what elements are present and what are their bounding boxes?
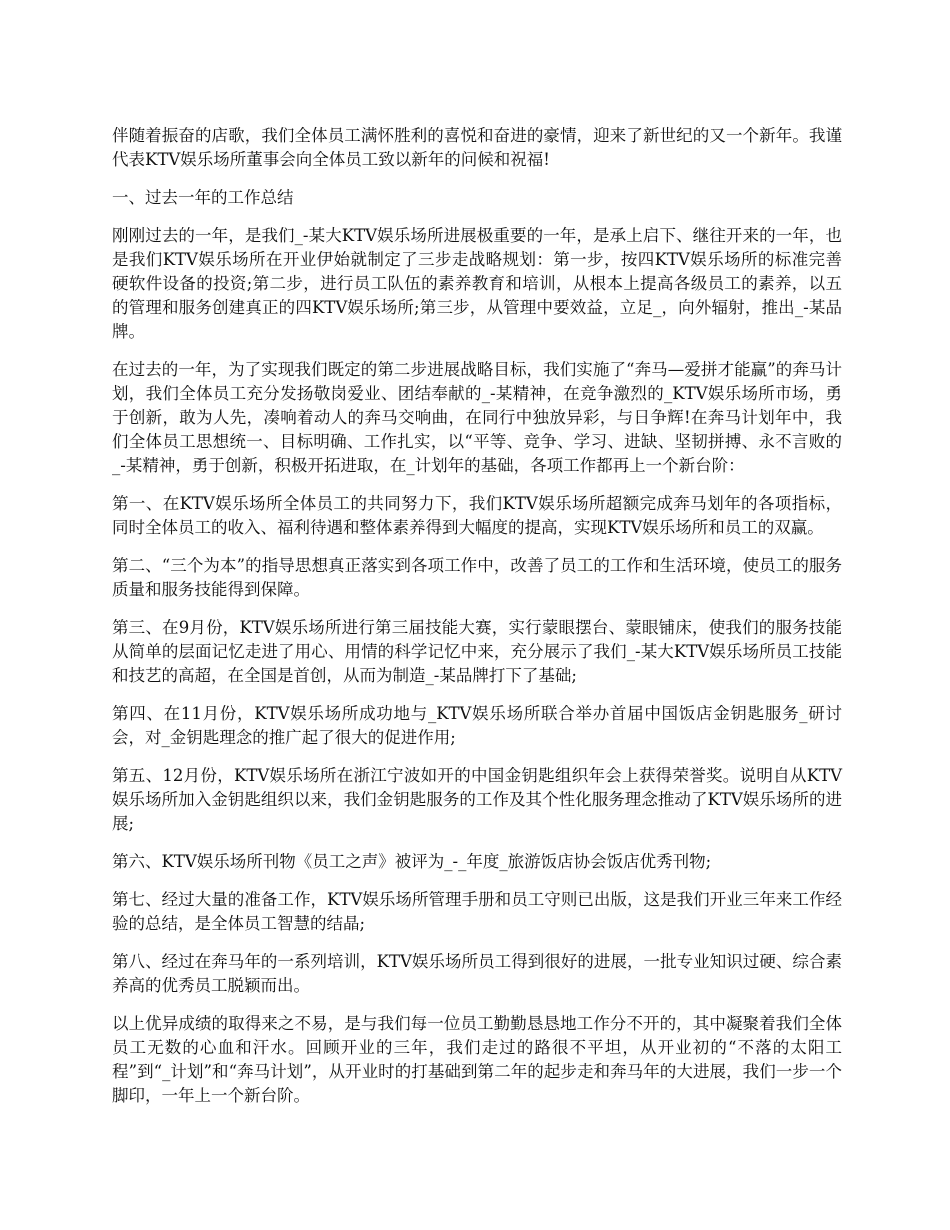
paragraph-benma-plan: 在过去的一年，为了实现我们既定的第二步进展战略目标，我们实施了“奔马—爱拼才能赢”的奔马计划，我们全体员工充分发扬敬岗爱业、团结奉献的_-某精神，在竞争激烈的_KTV娱乐场所市场，勇于创新，敢为人先，凑响着动人的奔马交响曲，在同行中独放异彩，与日争辉!在奔马计划年中，我们全体员工思想统一、目标明确、工作扎实，以“平等、竞争、学习、进缺、坚韧拼搏、永不言败的_-某精神，勇于创新，积极开拓进取，在_计划年的基础，各项工作都再上一个新台阶：	[112, 360, 842, 475]
paragraph-item-6: 第六、KTV娱乐场所刊物《员工之声》被评为_-_年度_旅游饭店协会饭店优秀刊物;	[112, 852, 712, 871]
document-body	[112, 124, 842, 1122]
paragraph-item-7: 第七、经过大量的准备工作，KTV娱乐场所管理手册和员工守则已出版，这是我们开业三年来工作经验的总结，是全体员工智慧的结晶;	[112, 890, 842, 933]
paragraph-item-2: 第二、“三个为本”的指导思想真正落实到各项工作中，改善了员工的工作和生活环境，使员工的服务质量和服务技能得到保障。	[112, 556, 842, 599]
paragraph-conclusion: 以上优异成绩的取得来之不易，是与我们每一位员工勤勤恳恳地工作分不开的，其中凝聚着我们全体员工无数的心血和汗水。回顾开业的三年，我们走过的路很不平坦，从开业初的“不落的太阳工程”到“_计划”和“奔马计划”，从开业时的打基础到第二年的起步走和奔马年的大进展，我们一步一个脚印，一年上一个新台阶。	[112, 1014, 842, 1105]
section-heading: 一、过去一年的工作总结	[112, 188, 294, 207]
paragraph-item-5: 第五、12月份，KTV娱乐场所在浙江宁波如开的中国金钥匙组织年会上获得荣誉奖。说明自从KTV娱乐场所加入金钥匙组织以来，我们金钥匙服务的工作及其个性化服务理念推动了KTV娱乐场所的进展;	[112, 766, 842, 833]
paragraph-item-8: 第八、经过在奔马年的一系列培训，KTV娱乐场所员工得到很好的进展，一批专业知识过硬、综合素养高的优秀员工脱颖而出。	[112, 952, 842, 995]
paragraph-item-1: 第一、在KTV娱乐场所全体员工的共同努力下，我们KTV娱乐场所超额完成奔马划年的各项指标，同时全体员工的收入、福利待遇和整体素养得到大幅度的提高，实现KTV娱乐场所和员工的双赢。	[112, 494, 842, 537]
paragraph-strategy: 刚刚过去的一年，是我们_-某大KTV娱乐场所进展极重要的一年，是承上启下、继往开来的一年，也是我们KTV娱乐场所在开业伊始就制定了三步走战略规划：第一步，按四KTV娱乐场所的标准完善硬软件设备的投资;第二步，进行员工队伍的素养教育和培训，从根本上提高各级员工的素养，以五的管理和服务创建真正的四KTV娱乐场所;第三步，从管理中要效益，立足_，向外辐射，推出_-某品牌。	[112, 226, 842, 341]
paragraph-item-4: 第四、在11月份，KTV娱乐场所成功地与_KTV娱乐场所联合举办首届中国饭店金钥匙服务_研讨会，对_金钥匙理念的推广起了很大的促进作用;	[112, 704, 842, 747]
paragraph-item-3: 第三、在9月份，KTV娱乐场所进行第三届技能大赛，实行蒙眼摆台、蒙眼铺床，使我们的服务技能从简单的层面记忆走进了用心、用情的科学记忆中来，充分展示了我们_-某大KTV娱乐场所员工技能和技艺的高超，在全国是首创，从而为制造_-某品牌打下了基础;	[112, 618, 842, 685]
intro-paragraph: 伴随着振奋的店歌，我们全体员工满怀胜利的喜悦和奋进的豪情，迎来了新世纪的又一个新年。我谨代表KTV娱乐场所董事会向全体员工致以新年的问候和祝福!	[112, 126, 842, 169]
